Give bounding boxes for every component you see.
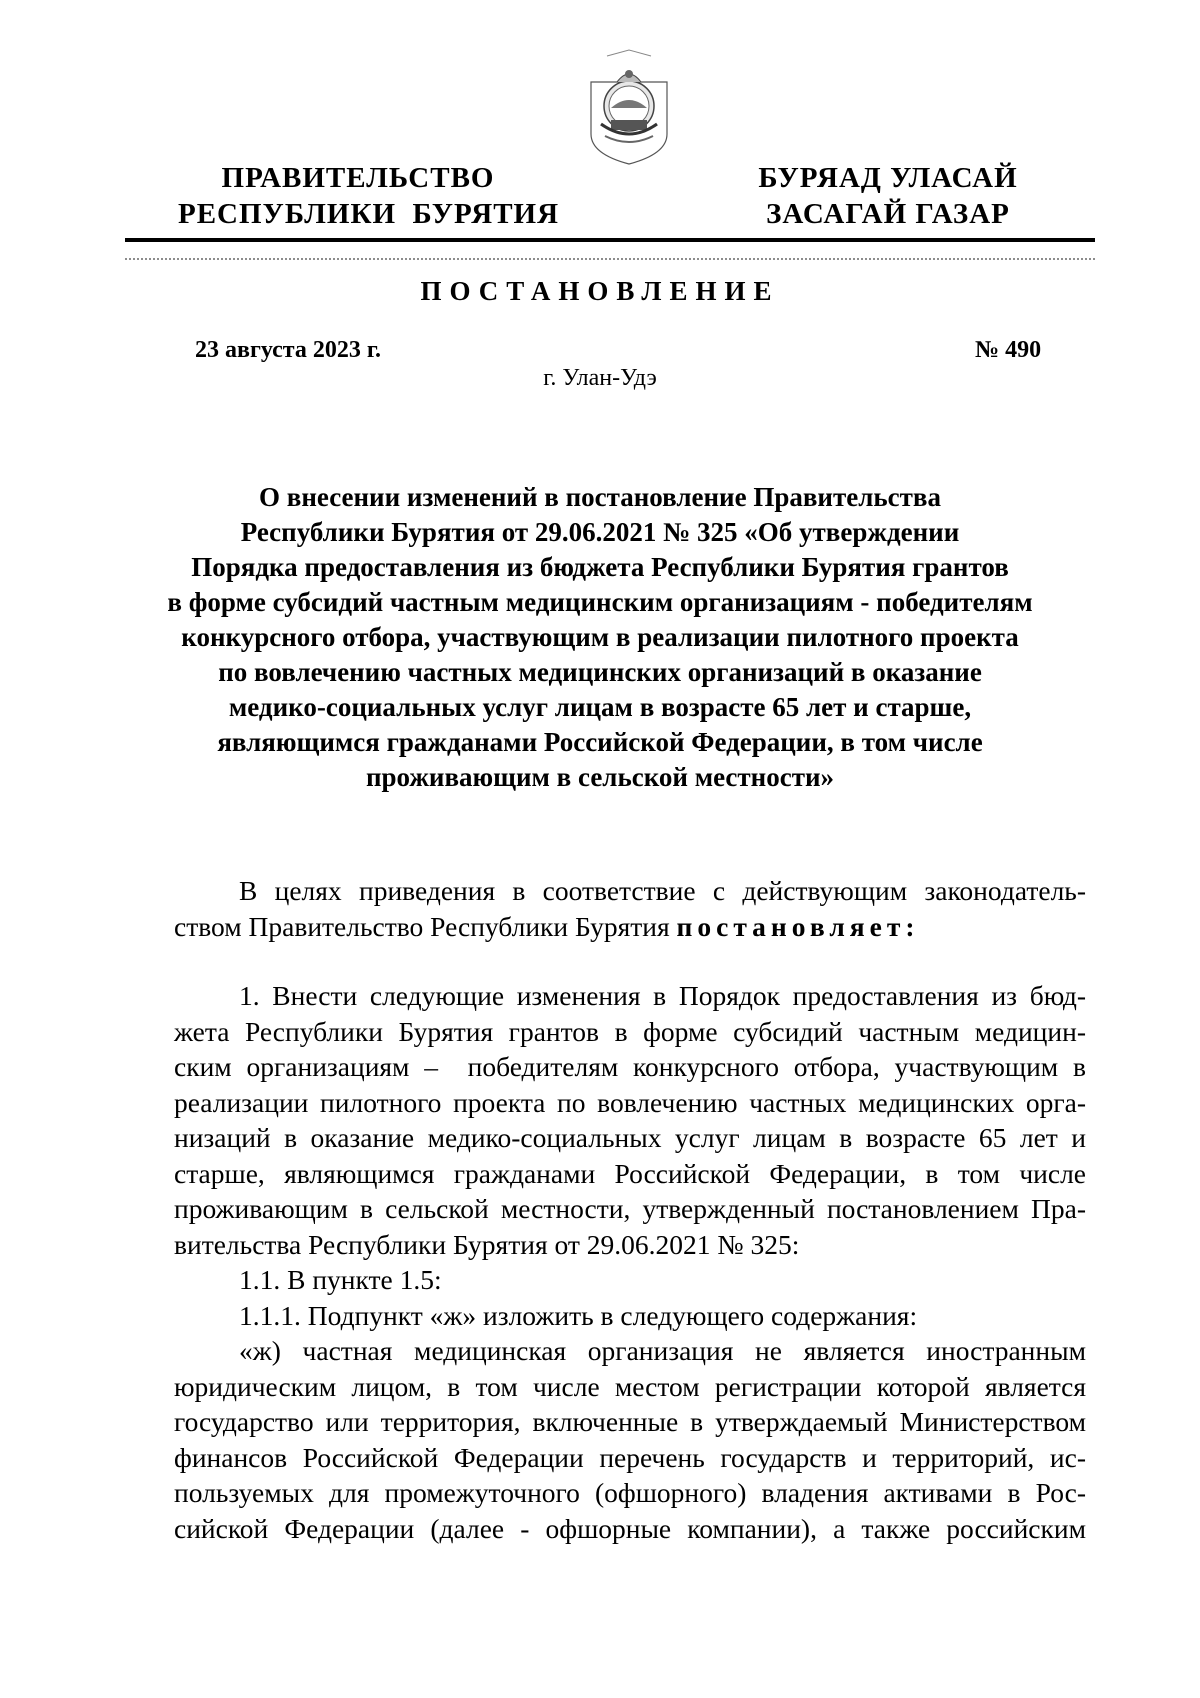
preamble-line xyxy=(174,909,1086,945)
header-left-line2: РЕСПУБЛИКИ БУРЯТИЯ xyxy=(178,198,560,230)
preamble-resolves: постановляет: xyxy=(676,910,920,942)
quote-line: юридическим лицом, в том числе местом регистрации которой является xyxy=(174,1370,1086,1402)
title-line: О внесении изменений в постановление Правительства xyxy=(259,482,941,512)
header-divider-thick xyxy=(125,238,1095,242)
title-line: по вовлечению частных медицинских организаций в оказание xyxy=(218,657,982,687)
header-right-org-name xyxy=(753,160,1023,232)
item1-line: 1. Внести следующие изменения в Порядок предоставления из бюд- xyxy=(239,980,1086,1011)
item1-line: реализации пилотного проекта по вовлечению частных медицинских орга- xyxy=(174,1086,1086,1118)
quote-line: государство или территория, включенные в утверждаемый Министерством xyxy=(174,1406,1086,1437)
item-1-1-1: 1.1.1. Подпункт «ж» изложить в следующего содержания: xyxy=(239,1299,918,1331)
document-date: 23 августа 2023 г. xyxy=(195,337,382,363)
title-line: медико-социальных услуг лицам в возрасте 65 лет и старше, xyxy=(228,692,972,722)
quote-line: сийской Федерации (далее - офшорные компании), а также российским xyxy=(174,1512,1086,1544)
header-left-line1: ПРАВИТЕЛЬСТВО xyxy=(221,162,495,194)
header-divider-dotted xyxy=(125,258,1095,260)
item1-line: проживающим в сельской местности, утвержденный постановлением Пра- xyxy=(174,1193,1086,1224)
item1-line: старше, являющимся гражданами Российской Федерации, в том числе xyxy=(174,1157,1086,1189)
document-city: г. Улан-Удэ xyxy=(543,365,657,391)
preamble-text: ством Правительство Республики Бурятия xyxy=(174,910,670,942)
coat-of-arms-emblem xyxy=(587,48,671,168)
document-body xyxy=(174,873,1086,1546)
document-type-heading: ПОСТАНОВЛЕНИЕ xyxy=(420,276,780,306)
item1-line: вительства Республики Бурятия от 29.06.2021 № 325: xyxy=(174,1228,800,1260)
item-1-1: 1.1. В пункте 1.5: xyxy=(239,1264,442,1295)
document-number: № 490 xyxy=(975,337,1042,363)
quote-line: финансов Российской Федерации перечень государств и территорий, ис- xyxy=(174,1441,1086,1473)
title-line: Республики Бурятия от 29.06.2021 № 325 «Об утверждении xyxy=(240,517,960,547)
title-line: в форме субсидий частным медицинским организациям - победителям xyxy=(167,587,1033,617)
quote-line: «ж) частная медицинская организация не является иностранным xyxy=(239,1335,1086,1366)
coat-of-arms-icon xyxy=(587,48,671,168)
title-line: конкурсного отбора, участвующим в реализации пилотного проекта xyxy=(181,622,1019,652)
header-left-org-name xyxy=(178,160,560,232)
document-title xyxy=(160,480,1040,795)
item1-line: низаций в оказание медико-социальных услуг лицам в возрасте 65 лет и xyxy=(174,1122,1086,1153)
header-right-line1: БУРЯАД УЛАСАЙ xyxy=(758,162,1018,194)
title-line: являющимся гражданами Российской Федерации, в том числе xyxy=(217,727,983,757)
header-right-line2: ЗАСАГАЙ ГАЗАР xyxy=(766,198,1010,230)
item1-line: жета Республики Бурятия грантов в форме субсидий частным медицин- xyxy=(174,1015,1086,1047)
quote-line: пользуемых для промежуточного (офшорного) владения активами в Рос- xyxy=(174,1477,1086,1508)
title-line: Порядка предоставления из бюджета Республики Бурятия грантов xyxy=(191,552,1009,582)
item1-line: ским организациям – победителям конкурсного отбора, участвующим в xyxy=(174,1051,1086,1082)
title-line: проживающим в сельской местности» xyxy=(365,762,835,792)
preamble-line: В целях приведения в соответствие с действующим законодатель- xyxy=(239,875,1086,906)
